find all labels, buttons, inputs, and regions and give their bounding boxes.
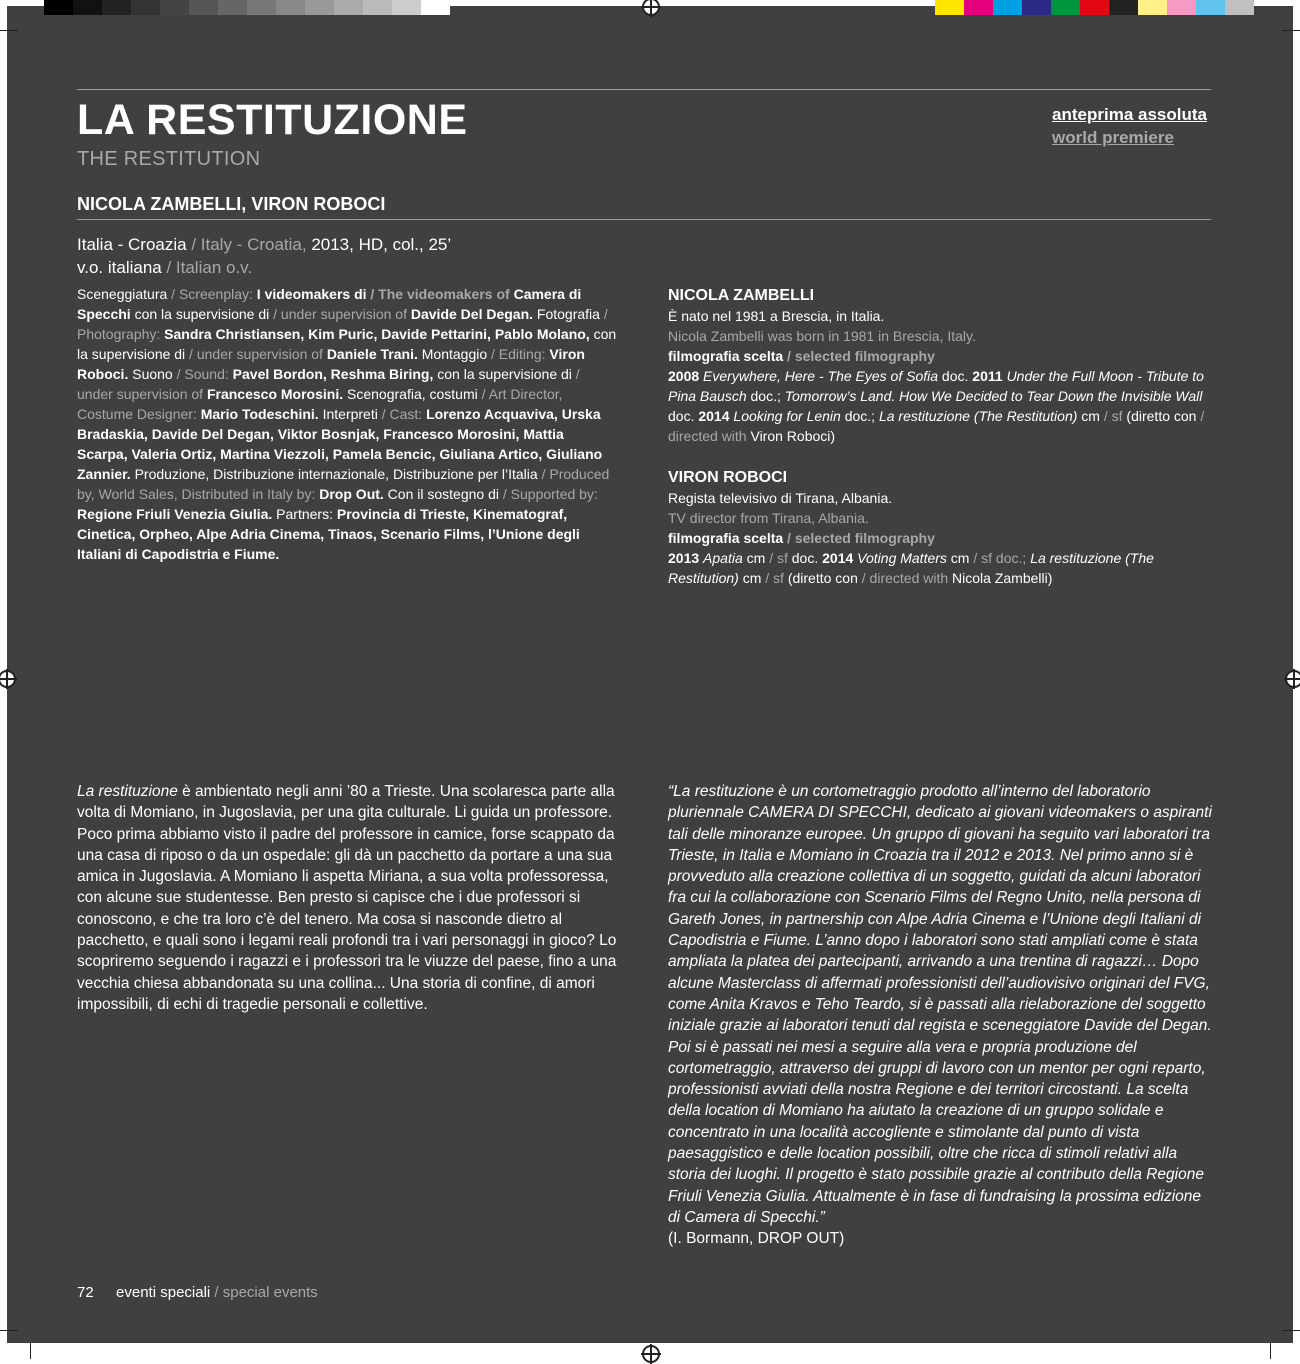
text-run: Everywhere, Here - The Eyes of Sofia xyxy=(703,368,939,384)
text-run: doc. xyxy=(668,408,699,424)
text-run: I videomakers di xyxy=(256,286,367,302)
text-run: / Supported by: xyxy=(498,486,598,502)
text-run: (diretto con xyxy=(1126,408,1197,424)
text-run: Camera di Specchi xyxy=(77,286,582,322)
text-run: / directed with xyxy=(668,408,1205,444)
film-subtitle: THE RESTITUTION xyxy=(77,148,261,170)
page-number: 72 xyxy=(77,1284,94,1301)
language-en: / Italian o.v. xyxy=(161,258,253,277)
text-run: Fotografia xyxy=(533,306,600,322)
text-run: Nicola Zambelli) xyxy=(952,570,1053,586)
premiere-label xyxy=(1052,103,1207,149)
text-run: Looking for Lenin xyxy=(733,408,841,424)
text-run: Lorenzo Acquaviva, Urska Bradaskia, Davide Del Degan, Viktor Bosnjak, Francesco Morosini, Mattia Scarpa, Valeria Ortiz, Martina Viezzoli, Pamela Bencic, Giuliana Artico, Giuliano Zannier. xyxy=(77,406,603,482)
text-run: 2013 xyxy=(668,550,704,566)
text-run: / sf xyxy=(1103,408,1127,424)
text-run: Under the Full Moon - Tribute to Pina Bausch xyxy=(668,368,1204,404)
text-run: Produzione, Distribuzione internazionale, Distribuzione per l’Italia xyxy=(130,466,538,482)
text-run: 2014 xyxy=(698,408,734,424)
text-run: cm xyxy=(946,550,974,566)
film-credits xyxy=(77,284,617,564)
text-run: Drop Out. xyxy=(319,486,384,502)
text-run: Pavel Bordon, Reshma Biring, xyxy=(232,366,434,382)
text-run: con la supervisione di xyxy=(77,326,617,362)
director-bio-roboci xyxy=(668,468,1213,588)
text-run: cm xyxy=(1077,408,1104,424)
filmography-list xyxy=(668,548,1213,588)
text-run: (diretto con xyxy=(787,570,858,586)
director-name: NICOLA ZAMBELLI xyxy=(668,287,815,304)
synopsis-text xyxy=(77,781,622,1015)
filmography-label-it: filmografia scelta xyxy=(668,530,784,546)
premiere-label-en: world premiere xyxy=(1052,128,1174,147)
text-run: Interpreti xyxy=(318,406,378,422)
text-run: è un cortometraggio prodotto all’interno del laboratorio pluriennale CAMERA DI SPECCHI, dedicato ai giovani videomakers o aspiranti tali delle minoranze europee. Un gruppo di giovani ha seguito vari laboratori tra Trieste, in Italia e Momiano in Croazia tra il 2012 e 2013. Nel primo anno si è provveduto alla creazione collettiva di un soggetto, guidati da alcuni laboratori fra cui la collaborazione con Scenario Films del Regno Unito, nella persona di Gareth Jones, in partnership con Alpe Adria Cinema e l’Unione degli Italiani di Capodistria e Fiume. L’anno dopo i laboratori sono stati ampliati come è stata ampliata la platea dei partecipanti, arrivando a una trentina di ragazzi… Dopo alcune Masterclass di affermati professionisti dell’audiovisivo originari del FVG, come Anita Kravos e Teho Teardo, si è passati alla rielaborazione del soggetto iniziale grazie ai laboratori tenuti dal regista e sceneggiatore Davide del Degan. Poi si è passati nei mesi a seguire alla vera e propria produzione del cortometraggio, attraverso dei gruppi di lavoro con un mentor per ogni reparto, professionisti avviati della nostra Regione e dei territori circostanti. La scelta della location di Momiano ha aiutato la creazione di un gruppo solidale e concentrato in una località accogliente e stimolante dal punto di vista paesaggistico e delle location possibili, oltre che ricca di stimoli relativi alla storia dei luoghi. Il progetto è stato possibile grazie al contributo della Regione Friuli Venezia Giulia. Attualmente è in fase di fundraising la prossima edizione di Camera di Specchi.” xyxy=(668,783,1212,1226)
text-run: / Editing: xyxy=(487,346,550,362)
film-title: LA RESTITUZIONE xyxy=(77,96,468,144)
text-run: Francesco Morosini. xyxy=(206,386,344,402)
text-run: / directed with xyxy=(857,570,953,586)
bio-text-en: Nicola Zambelli was born in 1981 in Brescia, Italy. xyxy=(668,328,976,344)
section-en: / special events xyxy=(210,1284,318,1301)
text-run: cm xyxy=(742,550,770,566)
text-run: con la supervisione di xyxy=(130,306,270,322)
filmography-label-en: / selected filmography xyxy=(783,530,935,546)
production-quote xyxy=(668,781,1216,1250)
text-run: Sceneggiatura xyxy=(77,286,168,302)
text-run: doc.; xyxy=(746,388,785,404)
text-run: / Cast: xyxy=(377,406,427,422)
text-run: Con il sostegno di xyxy=(383,486,499,502)
text-run: Mario Todeschini. xyxy=(200,406,319,422)
text-run: doc.; xyxy=(840,408,879,424)
text-run: Davide Del Degan. xyxy=(410,306,534,322)
text-run: Partners: xyxy=(272,506,337,522)
text-run: “La restituzione xyxy=(668,783,774,800)
directors-divider xyxy=(77,219,1211,220)
director-bio-zambelli xyxy=(668,286,1213,446)
text-run: 2014 xyxy=(822,550,858,566)
filmography-list xyxy=(668,366,1213,446)
section-it: eventi speciali xyxy=(116,1284,211,1301)
text-run: / sf xyxy=(765,570,788,586)
text-run: Daniele Trani. xyxy=(326,346,418,362)
filmography-label-en: / selected filmography xyxy=(783,348,935,364)
text-run: Voting Matters xyxy=(857,550,947,566)
text-run: / Art Director, Costume Designer: xyxy=(77,386,563,422)
text-run: Viron Roboci. xyxy=(77,346,585,382)
text-run: Suono xyxy=(128,366,173,382)
text-run: / sf doc.; xyxy=(973,550,1031,566)
text-run: è ambientato negli anni ’80 a Trieste. Una scolaresca parte alla volta di Momiano, in Jugoslavia, per una gita culturale. Li guida un professore. Poco prima abbiamo visto il padre del professore in camice, forse scappato da una casa di riposo o da un ospedale: gli dà un pacchetto da portare a una sua amica in Jugoslavia. A Momiano li aspetta Miriana, a sua volta professoressa, con alcune sue studentesse. Ben presto si capisce che i due professori si conoscono, e che tra loro c’è del tenero. Ma cosa si nasconde dietro al pacchetto, e quali sono i legami reali profondi tra i vari personaggi in gioco? Lo scopriremo seguendo i ragazzi e i professori tra le viuzze del paese, fino a una vecchia chiesa abbandonata su una collina... Una storia di confine, di amori impossibili, di echi di tragedie personali e collettive. xyxy=(77,783,617,1013)
text-run: / The videomakers of xyxy=(366,286,514,302)
text-run: Sandra Christiansen, Kim Puric, Davide Pettarini, Pablo Molano, xyxy=(164,326,590,342)
top-divider xyxy=(77,89,1211,90)
text-run: Scenografia, costumi xyxy=(343,386,478,402)
language-it: v.o. italiana xyxy=(77,258,162,277)
text-run: 2008 xyxy=(668,368,704,384)
text-run: / under supervision of xyxy=(185,346,327,362)
text-run: / Screenplay: xyxy=(167,286,257,302)
bio-text-en: TV director from Tirana, Albania. xyxy=(668,510,869,526)
text-run: Tomorrow’s Land. How We Decided to Tear Down the Invisible Wall xyxy=(784,388,1203,404)
quote-author: (I. Bormann, DROP OUT) xyxy=(668,1230,845,1248)
text-run: cm xyxy=(738,570,766,586)
directors-heading: NICOLA ZAMBELLI, VIRON ROBOCI xyxy=(77,194,386,214)
text-run: La restituzione (The Restitution) xyxy=(878,408,1078,424)
bio-text-it: Regista televisivo di Tirana, Albania. xyxy=(668,490,893,506)
text-run: / under supervision of xyxy=(77,366,580,402)
text-run: / sf xyxy=(769,550,792,566)
page-footer xyxy=(77,1284,318,1301)
filmography-label-it: filmografia scelta xyxy=(668,348,784,364)
text-run: / Sound: xyxy=(172,366,233,382)
quote-text xyxy=(668,781,1216,1228)
text-run: Montaggio xyxy=(417,346,488,362)
director-name: VIRON ROBOCI xyxy=(668,469,788,486)
bio-text-it: È nato nel 1981 a Brescia, in Italia. xyxy=(668,308,885,324)
text-run: La restituzione (The Restitution) xyxy=(668,550,1154,586)
text-run: Apatia xyxy=(703,550,743,566)
text-run: Provincia di Trieste, Kinematograf, Cinetica, Orpheo, Alpe Adria Cinema, Tinaos, Scenario Films, l’Unione degli Italiani di Capodistria e Fiume. xyxy=(77,506,580,562)
text-run: 2011 xyxy=(972,368,1007,384)
country-en: / Italy - Croatia, xyxy=(186,235,312,254)
premiere-label-it: anteprima assoluta xyxy=(1052,105,1207,124)
film-origin xyxy=(77,233,451,279)
text-run: doc. xyxy=(938,368,973,384)
text-run: / Produced by, World Sales, Distributed in Italy by: xyxy=(77,466,610,502)
text-run: doc. xyxy=(791,550,823,566)
text-run: La restituzione xyxy=(77,783,178,800)
country-it: Italia - Croazia xyxy=(77,235,187,254)
text-run: Viron Roboci) xyxy=(750,428,836,444)
text-run: / Photography: xyxy=(77,306,608,342)
film-specs: 2013, HD, col., 25’ xyxy=(311,235,452,254)
text-run: Regione Friuli Venezia Giulia. xyxy=(77,506,273,522)
text-run: / under supervision of xyxy=(269,306,411,322)
text-run: con la supervisione di xyxy=(433,366,572,382)
